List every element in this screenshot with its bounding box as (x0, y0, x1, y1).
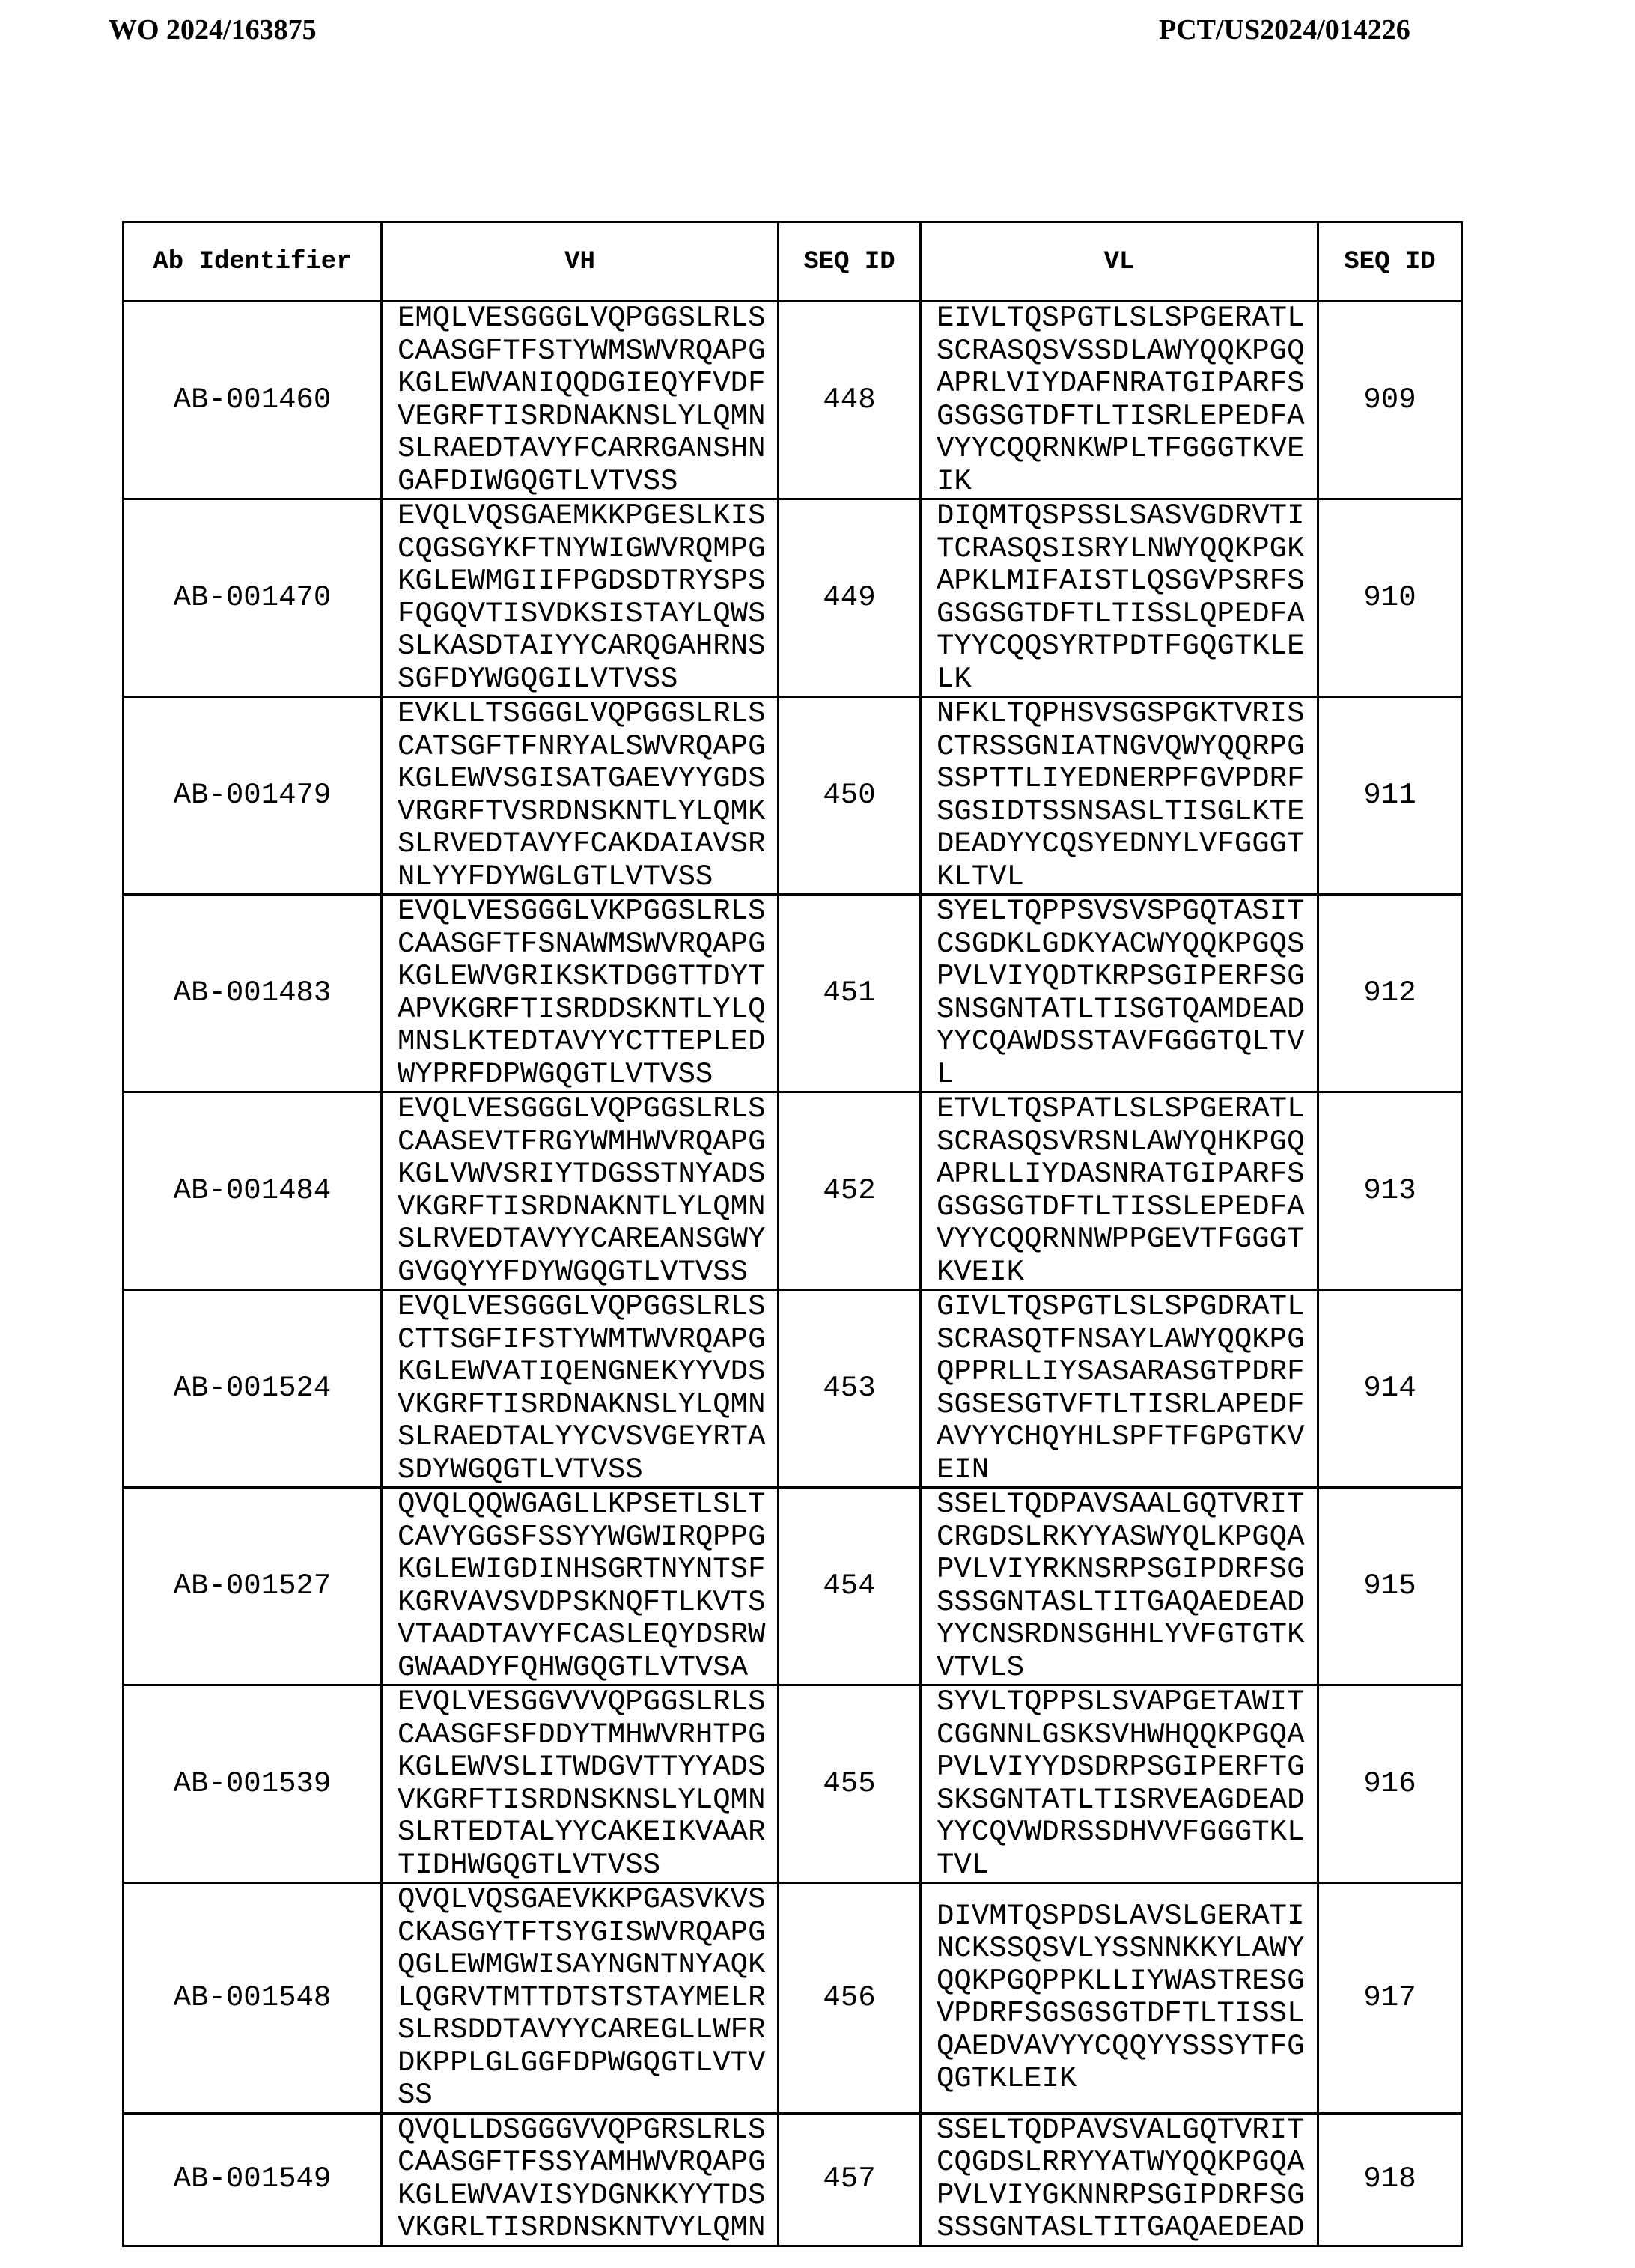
vh-sequence-line: CAASGFTFSTYWMSWVRQAPG (398, 335, 777, 368)
vh-seq-id-cell: 450 (779, 697, 921, 895)
vh-sequence-line: CATSGFTFNRYALSWVRQAPG (398, 731, 777, 764)
vh-sequence-line: SLRAEDTAVYFCARRGANSHN (398, 433, 777, 466)
vh-sequence-line: CAVYGGSFSSYYWGWIRQPPG (398, 1521, 777, 1554)
table-row (124, 697, 1462, 895)
vl-sequence-line: VPDRFSGSGSGTDFTLTISSL (937, 1998, 1317, 2031)
column-header-vh-seq-id: SEQ ID (779, 222, 921, 302)
vh-sequence-cell (382, 697, 779, 895)
vl-seq-id-cell: 914 (1318, 1290, 1462, 1488)
vl-seq-id-cell: 915 (1318, 1488, 1462, 1685)
vl-sequence-line: CQGDSLRRYYATWYQQKPGQA (937, 2147, 1317, 2180)
vh-sequence-line: CKASGYTFTSYGISWVRQAPG (398, 1917, 777, 1950)
vl-sequence-cell (921, 697, 1318, 895)
vl-sequence-line: SSELTQDPAVSAALGQTVRIT (937, 1489, 1317, 1521)
vh-sequence-cell (382, 895, 779, 1092)
vl-seq-id-cell: 916 (1318, 1685, 1462, 1883)
vl-sequence-line: SSELTQDPAVSVALGQTVRIT (937, 2115, 1317, 2147)
vl-sequence-line: EIVLTQSPGTLSLSPGERATL (937, 302, 1317, 335)
vh-sequence-line: VKGRLTISRDNSKNTVYLQMN (398, 2212, 777, 2245)
vh-sequence-line: DKPPLGLGGFDPWGQGTLVTV (398, 2047, 777, 2080)
vl-sequence-cell (921, 302, 1318, 499)
vl-sequence-cell (921, 1488, 1318, 1685)
vh-seq-id-cell: 451 (779, 895, 921, 1092)
vl-sequence-line: CRGDSLRKYYASWYQLKPGQA (937, 1521, 1317, 1554)
vl-sequence-cell (921, 1685, 1318, 1883)
vh-sequence-cell (382, 1290, 779, 1488)
vh-sequence-line: NLYYFDYWGLGTLVTVSS (398, 861, 777, 894)
vl-sequence-line: PVLVIYGKNNRPSGIPDRFSG (937, 2180, 1317, 2213)
vh-sequence-cell (382, 2113, 779, 2246)
vl-sequence-line: L (937, 1059, 1317, 1092)
vl-sequence-line: SSSGNTASLTITGAQAEDEAD (937, 1587, 1317, 1620)
vh-sequence-line: KGLEWVSLITWDGVTTYYADS (398, 1751, 777, 1784)
vh-sequence-line: VTAADTAVYFCASLEQYDSRW (398, 1619, 777, 1652)
vh-sequence-line: CQGSGYKFTNYWIGWVRQMPG (398, 533, 777, 566)
application-number: PCT/US2024/014226 (1159, 13, 1410, 46)
vl-sequence-line: PVLVIYYDSDRPSGIPERFTG (937, 1751, 1317, 1784)
vl-sequence-cell (921, 1290, 1318, 1488)
vl-sequence-line: YYCNSRDNSGHHLYVFGTGTK (937, 1619, 1317, 1652)
vh-sequence-line: VKGRFTISRDNAKNSLYLQMN (398, 1389, 777, 1422)
vl-sequence-cell (921, 2113, 1318, 2246)
vh-sequence-line: LQGRVTMTTDTSTSTAYMELR (398, 1982, 777, 2015)
vl-sequence-line: DEADYYCQSYEDNYLVFGGGT (937, 828, 1317, 861)
vl-sequence-line: TVL (937, 1849, 1317, 1882)
vl-sequence-cell (921, 1092, 1318, 1290)
vl-sequence-line: NCKSSQSVLYSSNNKKYLAWY (937, 1933, 1317, 1966)
vh-sequence-line: KGLVWVSRIYTDGSSTNYADS (398, 1158, 777, 1191)
vl-sequence-line: YYCQAWDSSTAVFGGGTQLTV (937, 1026, 1317, 1059)
vl-sequence-line: CSGDKLGDKYACWYQQKPGQS (937, 928, 1317, 961)
vl-sequence-line: SSSGNTASLTITGAQAEDEAD (937, 2212, 1317, 2245)
vh-sequence-line: KGLEWVANIQQDGIEQYFVDF (398, 368, 777, 401)
vl-sequence-line: SCRASQTFNSAYLAWYQQKPG (937, 1324, 1317, 1357)
vh-sequence-line: VEGRFTISRDNAKNSLYLQMN (398, 401, 777, 434)
vh-sequence-line: SLKASDTAIYYCARQGAHRNS (398, 630, 777, 663)
ab-identifier-cell: AB-001549 (124, 2113, 382, 2246)
vh-sequence-line: VKGRFTISRDNAKNTLYLQMN (398, 1191, 777, 1224)
vl-sequence-line: VTVLS (937, 1652, 1317, 1685)
vh-sequence-line: GAFDIWGQGTLVTVSS (398, 466, 777, 499)
vl-sequence-line: LK (937, 663, 1317, 696)
vh-sequence-cell (382, 1488, 779, 1685)
vl-sequence-line: AVYYCHQYHLSPFTFGPGTKV (937, 1421, 1317, 1454)
vh-sequence-line: WYPRFDPWGQGTLVTVSS (398, 1059, 777, 1092)
vh-sequence-line: KGLEWVGRIKSKTDGGTTDYT (398, 961, 777, 994)
vl-sequence-line: KVEIK (937, 1256, 1317, 1289)
vh-sequence-line: QVQLVQSGAEVKKPGASVKVS (398, 1884, 777, 1917)
vl-sequence-line: SYELTQPPSVSVSPGQTASIT (937, 896, 1317, 928)
vl-seq-id-cell: 909 (1318, 302, 1462, 499)
vh-sequence-line: SLRVEDTAVYFCAKDAIAVSR (398, 828, 777, 861)
vh-sequence-cell (382, 302, 779, 499)
vl-sequence-line: KLTVL (937, 861, 1317, 894)
vh-seq-id-cell: 457 (779, 2113, 921, 2246)
table-row (124, 895, 1462, 1092)
vh-sequence-line: EVQLVESGGGLVQPGGSLRLS (398, 1291, 777, 1324)
vh-sequence-cell (382, 1092, 779, 1290)
table-row (124, 1883, 1462, 2114)
vl-sequence-cell (921, 895, 1318, 1092)
vl-sequence-line: QPPRLLIYSASARASGTPDRF (937, 1356, 1317, 1389)
vh-sequence-line: QVQLLDSGGGVVQPGRSLRLS (398, 2115, 777, 2147)
vl-sequence-line: GSGSGTDFTLTISRLEPEDFA (937, 401, 1317, 434)
vh-sequence-line: SLRSDDTAVYYCAREGLLWFR (398, 2014, 777, 2047)
column-header-vl: VL (921, 222, 1318, 302)
vh-sequence-line: SDYWGQGTLVTVSS (398, 1454, 777, 1487)
vh-seq-id-cell: 456 (779, 1883, 921, 2114)
vh-sequence-line: QGLEWMGWISAYNGNTNYAQK (398, 1949, 777, 1982)
vh-seq-id-cell: 448 (779, 302, 921, 499)
vl-sequence-line: PVLVIYQDTKRPSGIPERFSG (937, 961, 1317, 994)
vl-sequence-line: QGTKLEIK (937, 2063, 1317, 2096)
vh-sequence-line: CAASGFSFDDYTMHWVRHTPG (398, 1719, 777, 1752)
vl-sequence-line: SNSGNTATLTISGTQAMDEAD (937, 994, 1317, 1027)
vl-sequence-line: SSPTTLIYEDNERPFGVPDRF (937, 763, 1317, 796)
vl-sequence-line: GIVLTQSPGTLSLSPGDRATL (937, 1291, 1317, 1324)
vh-seq-id-cell: 453 (779, 1290, 921, 1488)
vh-sequence-line: GWAADYFQHWGQGTLVTVSA (398, 1652, 777, 1685)
vh-sequence-line: KGLEWVATIQENGNEKYYVDS (398, 1356, 777, 1389)
vl-sequence-line: TYYCQQSYRTPDTFGQGTKLE (937, 630, 1317, 663)
vh-sequence-line: KGRVAVSVDPSKNQFTLKVTS (398, 1587, 777, 1620)
ab-identifier-cell: AB-001524 (124, 1290, 382, 1488)
ab-identifier-cell: AB-001527 (124, 1488, 382, 1685)
vh-sequence-line: KGLEWMGIIFPGDSDTRYSPS (398, 565, 777, 598)
table-row (124, 1488, 1462, 1685)
vl-sequence-line: CTRSSGNIATNGVQWYQQRPG (937, 731, 1317, 764)
vh-sequence-line: SLRAEDTALYYCVSVGEYRTA (398, 1421, 777, 1454)
ab-identifier-cell: AB-001470 (124, 499, 382, 697)
vl-sequence-line: GSGSGTDFTLTISSLEPEDFA (937, 1191, 1317, 1224)
vh-sequence-line: QVQLQQWGAGLLKPSETLSLT (398, 1489, 777, 1521)
vh-sequence-line: KGLEWVAVISYDGNKKYYTDS (398, 2180, 777, 2213)
vl-sequence-line: QAEDVAVYYCQQYYSSSYTFG (937, 2031, 1317, 2064)
vh-sequence-line: VKGRFTISRDNSKNSLYLQMN (398, 1784, 777, 1817)
vl-sequence-line: APKLMIFAISTLQSGVPSRFS (937, 565, 1317, 598)
vh-sequence-cell (382, 1883, 779, 2114)
vl-sequence-line: SGSESGTVFTLTISRLAPEDF (937, 1389, 1317, 1422)
vl-sequence-line: SCRASQSVSSDLAWYQQKPGQ (937, 335, 1317, 368)
vl-seq-id-cell: 913 (1318, 1092, 1462, 1290)
vl-seq-id-cell: 910 (1318, 499, 1462, 697)
vl-sequence-line: SYVLTQPPSLSVAPGETAWIT (937, 1686, 1317, 1719)
vh-sequence-line: GVGQYYFDYWGQGTLVTVSS (398, 1256, 777, 1289)
vh-sequence-cell (382, 499, 779, 697)
vh-seq-id-cell: 449 (779, 499, 921, 697)
vl-sequence-line: SGSIDTSSNSASLTISGLKTE (937, 796, 1317, 829)
table-row (124, 2113, 1462, 2246)
vh-sequence-line: EVQLVQSGAEMKKPGESLKIS (398, 500, 777, 533)
vl-seq-id-cell: 912 (1318, 895, 1462, 1092)
vh-sequence-line: EVKLLTSGGGLVQPGGSLRLS (398, 698, 777, 731)
vh-sequence-line: CAASGFTFSSYAMHWVRQAPG (398, 2147, 777, 2180)
vh-sequence-line: SLRTEDTALYYCAKEIKVAAR (398, 1816, 777, 1849)
table-header-row (124, 222, 1462, 302)
ab-identifier-cell: AB-001460 (124, 302, 382, 499)
vh-sequence-cell (382, 1685, 779, 1883)
vh-sequence-line: MNSLKTEDTAVYYCTTEPLED (398, 1026, 777, 1059)
vl-sequence-line: DIVMTQSPDSLAVSLGERATI (937, 1900, 1317, 1933)
publication-number: WO 2024/163875 (109, 13, 317, 46)
vh-sequence-line: SLRVEDTAVYYCAREANSGWY (398, 1223, 777, 1256)
antibody-sequence-table (122, 221, 1463, 2247)
vh-sequence-line: CAASEVTFRGYWMHWVRQAPG (398, 1126, 777, 1159)
ab-identifier-cell: AB-001479 (124, 697, 382, 895)
vh-seq-id-cell: 454 (779, 1488, 921, 1685)
vl-seq-id-cell: 918 (1318, 2113, 1462, 2246)
vh-sequence-line: TIDHWGQGTLVTVSS (398, 1849, 777, 1882)
table-row (124, 302, 1462, 499)
vh-sequence-line: SS (398, 2079, 777, 2112)
column-header-ab-identifier: Ab Identifier (124, 222, 382, 302)
vh-sequence-line: SGFDYWGQGILVTVSS (398, 663, 777, 696)
vh-sequence-line: EVQLVESGGGLVQPGGSLRLS (398, 1093, 777, 1126)
column-header-vl-seq-id: SEQ ID (1318, 222, 1462, 302)
vl-sequence-line: QQKPGQPPKLLIYWASTRESG (937, 1966, 1317, 1998)
ab-identifier-cell: AB-001548 (124, 1883, 382, 2114)
vl-sequence-line: PVLVIYRKNSRPSGIPDRFSG (937, 1554, 1317, 1587)
vh-sequence-line: CTTSGFIFSTYWMTWVRQAPG (398, 1324, 777, 1357)
vh-sequence-line: FQGQVTISVDKSISTAYLQWS (398, 598, 777, 631)
vl-sequence-line: ETVLTQSPATLSLSPGERATL (937, 1093, 1317, 1126)
vh-sequence-line: EVQLVESGGGLVKPGGSLRLS (398, 896, 777, 928)
table-row (124, 1685, 1462, 1883)
vh-sequence-line: KGLEWIGDINHSGRTNYNTSF (398, 1554, 777, 1587)
ab-identifier-cell: AB-001484 (124, 1092, 382, 1290)
vl-sequence-line: YYCQVWDRSSDHVVFGGGTKL (937, 1816, 1317, 1849)
vh-seq-id-cell: 452 (779, 1092, 921, 1290)
vl-sequence-line: VYYCQQRNKWPLTFGGGTKVE (937, 433, 1317, 466)
vl-seq-id-cell: 917 (1318, 1883, 1462, 2114)
vl-sequence-line: APRLLIYDASNRATGIPARFS (937, 1158, 1317, 1191)
vh-sequence-line: APVKGRFTISRDDSKNTLYLQ (398, 994, 777, 1027)
vl-seq-id-cell: 911 (1318, 697, 1462, 895)
vl-sequence-line: SCRASQSVRSNLAWYQHKPGQ (937, 1126, 1317, 1159)
table-row (124, 1092, 1462, 1290)
table-row (124, 499, 1462, 697)
table-row (124, 1290, 1462, 1488)
vl-sequence-cell (921, 1883, 1318, 2114)
vl-sequence-line: NFKLTQPHSVSGSPGKTVRIS (937, 698, 1317, 731)
vh-sequence-line: KGLEWVSGISATGAEVYYGDS (398, 763, 777, 796)
vl-sequence-cell (921, 499, 1318, 697)
vl-sequence-line: DIQMTQSPSSLSASVGDRVTI (937, 500, 1317, 533)
vl-sequence-line: APRLVIYDAFNRATGIPARFS (937, 368, 1317, 401)
vl-sequence-line: CGGNNLGSKSVHWHQQKPGQA (937, 1719, 1317, 1752)
vl-sequence-line: IK (937, 466, 1317, 499)
vl-sequence-line: VYYCQQRNNWPPGEVTFGGGT (937, 1223, 1317, 1256)
vl-sequence-line: EIN (937, 1454, 1317, 1487)
vh-sequence-line: VRGRFTVSRDNSKNTLYLQMK (398, 796, 777, 829)
vh-sequence-line: EMQLVESGGGLVQPGGSLRLS (398, 302, 777, 335)
vl-sequence-line: TCRASQSISRYLNWYQQKPGK (937, 533, 1317, 566)
vl-sequence-line: SKSGNTATLTISRVEAGDEAD (937, 1784, 1317, 1817)
ab-identifier-cell: AB-001483 (124, 895, 382, 1092)
column-header-vh: VH (382, 222, 779, 302)
ab-identifier-cell: AB-001539 (124, 1685, 382, 1883)
vh-sequence-line: EVQLVESGGVVVQPGGSLRLS (398, 1686, 777, 1719)
vl-sequence-line: GSGSGTDFTLTISSLQPEDFA (937, 598, 1317, 631)
vh-sequence-line: CAASGFTFSNAWMSWVRQAPG (398, 928, 777, 961)
vh-seq-id-cell: 455 (779, 1685, 921, 1883)
